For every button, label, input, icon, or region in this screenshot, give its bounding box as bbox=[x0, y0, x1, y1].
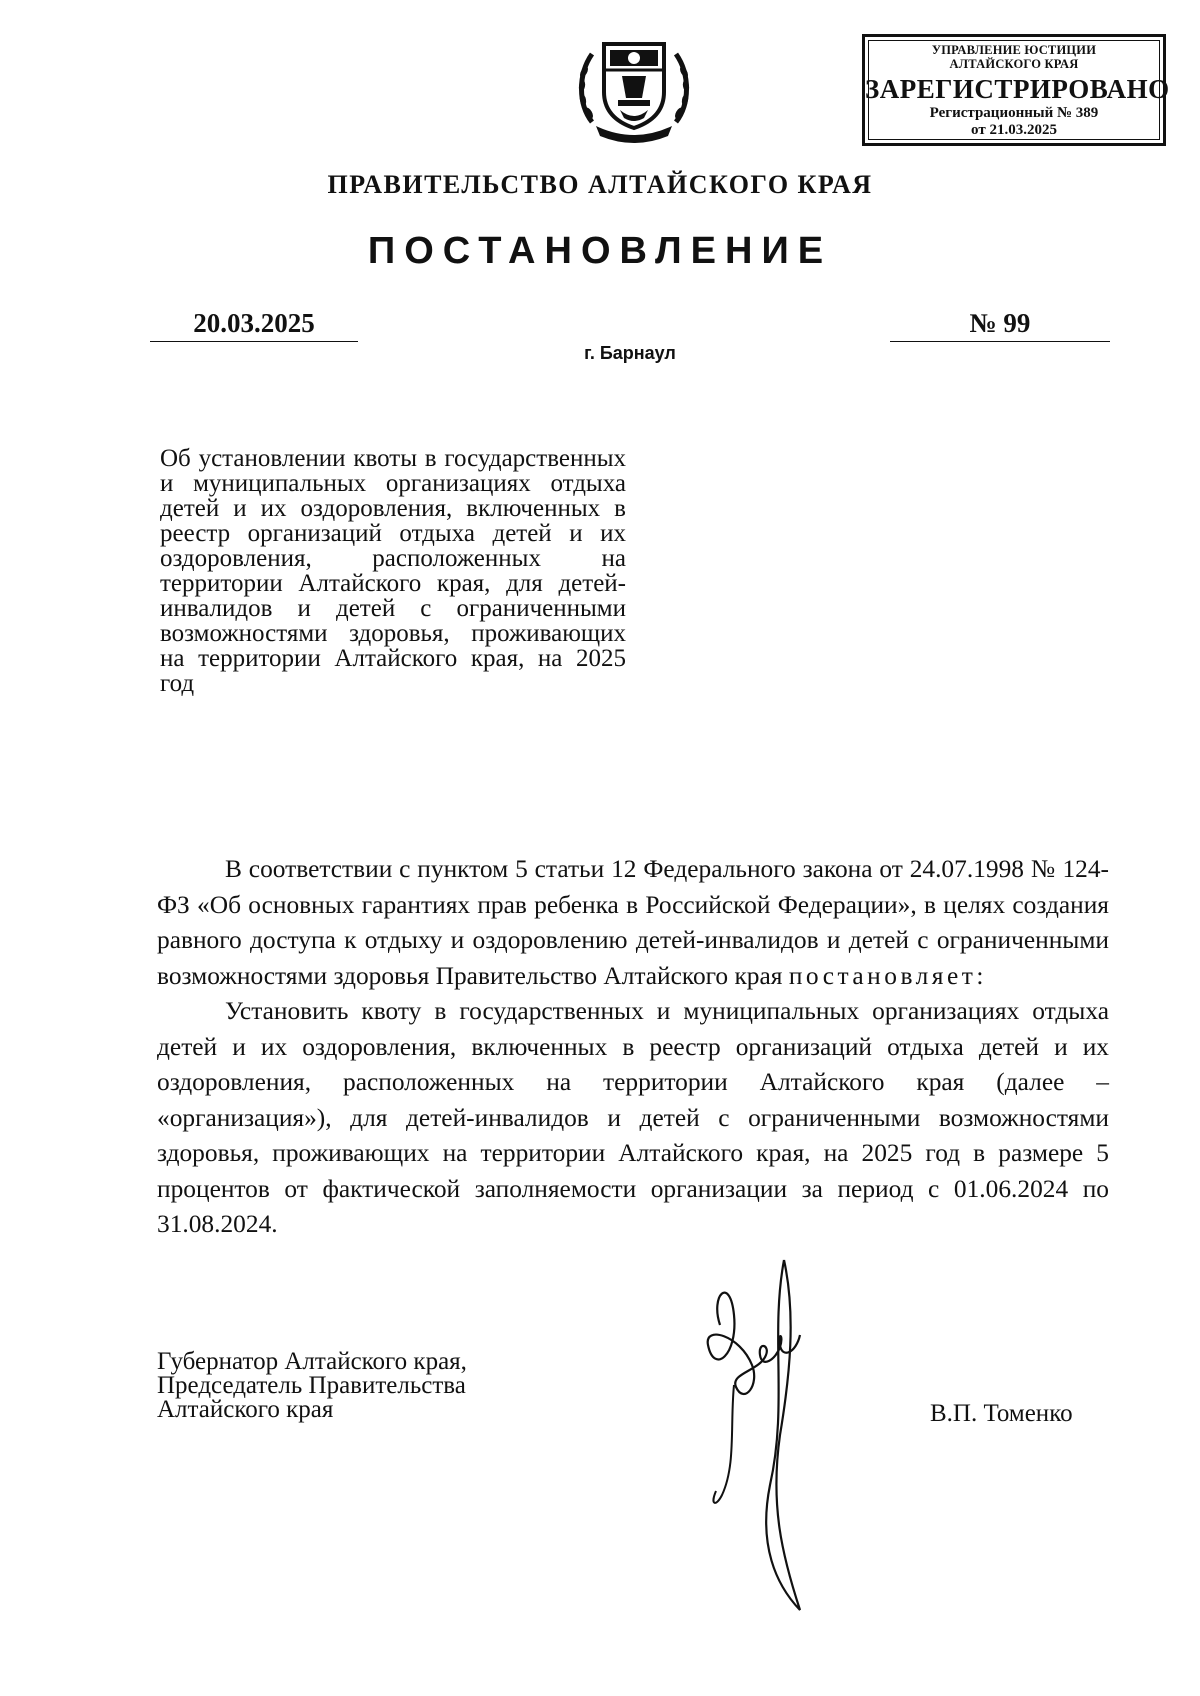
signer-position-line3: Алтайского края bbox=[157, 1396, 334, 1423]
document-city: г. Барнаул bbox=[584, 343, 676, 363]
signer-position bbox=[157, 1350, 467, 1422]
body-paragraph-1 bbox=[157, 852, 1109, 994]
stamp-status: ЗАРЕГИСТРИРОВАНО bbox=[865, 73, 1170, 104]
handwritten-signature bbox=[700, 1255, 850, 1615]
signer-position-line1: Губернатор Алтайского края, bbox=[157, 1348, 467, 1375]
signer-position-line2: Председатель Правительства bbox=[157, 1372, 466, 1399]
stamp-reg-date: от 21.03.2025 bbox=[971, 122, 1057, 139]
document-number: № 99 bbox=[890, 308, 1110, 342]
stamp-org-line2: АЛТАЙСКОГО КРАЯ bbox=[949, 57, 1079, 72]
body-paragraph-1-text: В соответствии с пунктом 5 статьи 12 Федерального закона от 24.07.1998 № 124-ФЗ «Об основных гарантиях прав ребенка в Российской Федерации», в целях создания равного доступа к отдыху и оздоровлению детей-инвалидов и детей с ограниченными возможностями здоровья Правительство Алтайского края bbox=[157, 855, 1109, 990]
coat-of-arms-emblem bbox=[570, 26, 698, 154]
body-keyword-postanovlyaet: постановляет: bbox=[788, 961, 987, 990]
document-body bbox=[157, 852, 1109, 1243]
signer-name: В.П. Томенко bbox=[930, 1400, 1073, 1427]
stamp-inner-border bbox=[868, 40, 1160, 140]
authority-title: ПРАВИТЕЛЬСТВО АЛТАЙСКОГО КРАЯ bbox=[327, 170, 873, 199]
stamp-org-line1: УПРАВЛЕНИЕ ЮСТИЦИИ bbox=[931, 43, 1097, 57]
registration-stamp bbox=[862, 34, 1170, 146]
document-subject: Об установлении квоты в государственных и муниципальных организациях отдыха детей и их оздоровления, включенных в реестр организаций отдыха детей и их оздоровления, расположенных на территории Алтайского края, для детей-инвалидов и детей с ограниченными возможностями здоровья, проживающих на территории Алтайского края, на 2025 год bbox=[160, 445, 626, 697]
stamp-reg-number: Регистрационный № 389 bbox=[929, 104, 1099, 121]
document-type-title: ПОСТАНОВЛЕНИЕ bbox=[367, 230, 833, 272]
body-paragraph-2: Установить квоту в государственных и муниципальных организациях отдыха детей и их оздоровления, включенных в реестр организаций отдыха детей и их оздоровления, расположенных на территории Алтайского края (далее – «организация»), для детей-инвалидов и детей с ограниченными возможностями здоровья, проживающих на территории Алтайского края, на 2025 год в размере 5 процентов от фактической заполняемости организации за период с 01.06.2024 по 31.08.2024. bbox=[157, 997, 1109, 1238]
document-date: 20.03.2025 bbox=[150, 308, 358, 342]
